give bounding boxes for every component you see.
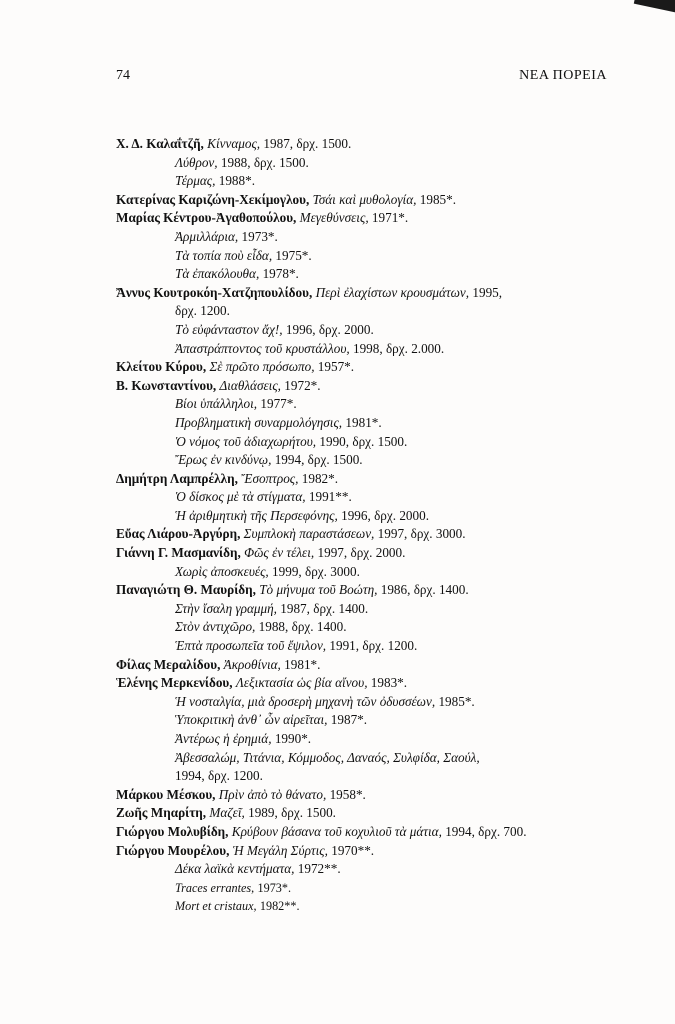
entry-line-author xyxy=(116,135,646,154)
entry-line xyxy=(116,247,646,266)
author-name: Δημήτρη Λαμπρέλλη, xyxy=(116,470,238,486)
publication-details: 1991, δρχ. 1200. xyxy=(329,638,418,654)
author-name: Εὔας Λιάρου-Ἀργύρη, xyxy=(116,526,241,542)
work-title: Κρύβουν βάσανα τοῦ κοχυλιοῦ τὰ μάτια, xyxy=(231,823,442,839)
entry-line xyxy=(116,433,646,452)
entry-line xyxy=(116,897,646,916)
entry-line-author xyxy=(116,656,646,675)
author-name: Χ. Δ. Καλαΐτζῆ, xyxy=(116,136,204,151)
work-title: Στὴν ἴσαλη γραμμή, xyxy=(175,600,277,616)
publication-details: 1958*. xyxy=(329,786,366,802)
publication-details: δρχ. 1200. xyxy=(175,303,230,319)
work-title: Χωρὶς ἀποσκευές, xyxy=(175,563,269,579)
entry-line xyxy=(116,860,646,879)
publication-details: 1973*. xyxy=(257,880,292,895)
entry-line xyxy=(116,414,646,433)
publication-details: 1987, δρχ. 1400. xyxy=(280,600,369,616)
entry-line xyxy=(116,302,646,321)
work-title: Ἔσοπτρος, xyxy=(241,470,299,486)
work-title: Φῶς ἐν τέλει, xyxy=(244,545,315,561)
publication-details: 1973*. xyxy=(241,228,278,244)
publication-details: 1985*. xyxy=(419,191,457,207)
publication-details: 1988, δρχ. 1500. xyxy=(220,154,309,170)
entry-line xyxy=(116,879,646,898)
entry-line xyxy=(116,507,646,526)
author-name: Κατερίνας Καριζώνη-Χεκίμογλου, xyxy=(116,191,310,207)
scan-corner-mark xyxy=(634,0,675,16)
entry-line-author xyxy=(116,358,646,377)
publication-details: 1983*. xyxy=(370,675,408,691)
work-title: Ἡ ἀριθμητικὴ τῆς Περσεφόνης, xyxy=(175,507,338,523)
work-title: Τέρμας, xyxy=(175,173,216,189)
publication-details: 1981*. xyxy=(284,656,321,672)
journal-title: ΝΕΑ ΠΟΡΕΙΑ xyxy=(519,68,607,83)
entry-line xyxy=(116,600,646,619)
entry-line xyxy=(116,637,646,656)
publication-details: 1995, xyxy=(472,284,503,300)
publication-details: 1972*. xyxy=(284,377,321,393)
publication-details: 1994, δρχ. 1500. xyxy=(274,452,363,468)
author-name: Γιώργου Μολυβίδη, xyxy=(116,823,229,839)
work-title: Ἀρμιλλάρια, xyxy=(175,228,239,244)
work-title: Πρὶν ἀπὸ τὸ θάνατο, xyxy=(218,786,327,802)
work-title: Mort et cristaux, xyxy=(175,899,257,914)
work-title: Προβληματικὴ συναρμολόγησις, xyxy=(175,414,343,430)
entry-line-author xyxy=(116,823,646,842)
entry-line-author xyxy=(116,525,646,544)
publication-details: 1990*. xyxy=(274,731,312,746)
author-name: Κλείτου Κύρου, xyxy=(116,359,207,375)
work-title: Δέκα λαϊκὰ κεντήματα, xyxy=(175,861,295,877)
publication-details: 1975*. xyxy=(275,247,312,263)
publication-details: 1971*. xyxy=(371,210,409,226)
work-title: Τσάι καὶ μυθολογία, xyxy=(312,191,417,207)
author-name: Ἄννυς Κουτροκόη-Χατζηπουλίδου, xyxy=(116,284,313,300)
entry-line xyxy=(116,321,646,340)
page-number: 74 xyxy=(116,68,130,83)
work-title: Ἀντέρως ἡ ἐρημιά, xyxy=(175,731,272,746)
work-title: Λεξικτασία ὡς βία αἴνου, xyxy=(235,675,368,691)
publication-details: 1994, δρχ. 700. xyxy=(445,823,527,839)
work-title: Ὑποκριτικὴ ἀνθ᾽ ὧν αἱρεῖται, xyxy=(175,712,328,728)
author-name: Γιώργου Μουρέλου, xyxy=(116,842,230,858)
author-name: Φίλας Μεραλίδου, xyxy=(116,656,221,672)
publication-details: 1991**. xyxy=(308,489,352,505)
publication-details: 1982*. xyxy=(301,470,339,486)
publication-details: 1989, δρχ. 1500. xyxy=(248,805,336,821)
bibliography-list xyxy=(116,135,646,916)
work-title: Διαθλάσεις, xyxy=(219,377,281,393)
publication-details: 1996, δρχ. 2000. xyxy=(341,507,429,523)
entry-line xyxy=(116,693,646,712)
work-title: Περὶ ἐλαχίστων κρουσμάτων, xyxy=(315,284,470,300)
entry-line xyxy=(116,172,646,191)
entry-line-author xyxy=(116,284,646,303)
entry-line-author xyxy=(116,377,646,396)
work-title: Traces errantes, xyxy=(175,880,255,895)
work-title: Τὰ ἐπακόλουθα, xyxy=(175,266,260,282)
entry-line xyxy=(116,618,646,637)
publication-details: 1998, δρχ. 2.000. xyxy=(352,340,445,356)
work-title: Συμπλοκὴ παραστάσεων, xyxy=(243,526,375,542)
work-title: Ἀβεσσαλώμ, Τιτάνια, Κόμμοδος, Δαναός, Συλφίδα, Σαούλ, xyxy=(175,749,480,765)
entry-line-author xyxy=(116,544,646,563)
publication-details: 1990, δρχ. 1500. xyxy=(319,433,408,449)
publication-details: 1987, δρχ. 1500. xyxy=(263,136,352,151)
entry-line xyxy=(116,749,646,768)
publication-details: 1987*. xyxy=(330,712,368,728)
work-title: Ἡ νοσταλγία, μιὰ δροσερὴ μηχανὴ τῶν ὀδυσσέων, xyxy=(175,693,436,709)
author-name: Μάρκου Μέσκου, xyxy=(116,786,216,802)
work-title: Τὸ μήνυμα τοῦ Βοώτη, xyxy=(259,582,378,598)
entry-line xyxy=(116,488,646,507)
author-name: Ἑλένης Μερκενίδου, xyxy=(116,675,233,691)
entry-line-author xyxy=(116,674,646,693)
work-title: Κίνναμος, xyxy=(207,136,261,151)
work-title: Λύθρον, xyxy=(175,154,218,170)
entry-line xyxy=(116,340,646,359)
entry-line xyxy=(116,711,646,730)
work-title: Σὲ πρῶτο πρόσωπο, xyxy=(209,359,315,375)
entry-line-author xyxy=(116,209,646,228)
publication-details: 1978*. xyxy=(262,266,299,282)
publication-details: 1985*. xyxy=(438,693,475,709)
work-title: Ἔρως ἐν κινδύνῳ, xyxy=(175,452,272,468)
entry-line xyxy=(116,730,646,749)
entry-line xyxy=(116,767,646,786)
entry-line xyxy=(116,228,646,247)
entry-line xyxy=(116,395,646,414)
publication-details: 1988, δρχ. 1400. xyxy=(258,619,347,635)
entry-line-author xyxy=(116,470,646,489)
entry-line-author xyxy=(116,786,646,805)
entry-line xyxy=(116,154,646,173)
publication-details: 1957*. xyxy=(317,359,355,375)
author-name: Παναγιώτη Θ. Μαυρίδη, xyxy=(116,582,256,598)
entry-line-author xyxy=(116,581,646,600)
work-title: Βίοι ὑπάλληλοι, xyxy=(175,396,258,412)
work-title: Ὁ δίσκος μὲ τὰ στίγματα, xyxy=(175,489,306,505)
publication-details: 1981*. xyxy=(345,414,382,430)
work-title: Μαζεῖ, xyxy=(209,805,245,821)
publication-details: 1997, δρχ. 3000. xyxy=(377,526,466,542)
entry-line-author xyxy=(116,191,646,210)
work-title: Στὸν ἀντιχῶρο, xyxy=(175,619,256,635)
entry-line xyxy=(116,563,646,582)
work-title: Ἀκροθίνια, xyxy=(223,656,281,672)
entry-line xyxy=(116,265,646,284)
publication-details: 1977*. xyxy=(260,396,297,412)
entry-line-author xyxy=(116,804,646,823)
author-name: Μαρίας Κέντρου-Ἀγαθοπούλου, xyxy=(116,210,297,226)
publication-details: 1972**. xyxy=(297,861,341,877)
author-name: Ζωῆς Μηαρίτη, xyxy=(116,805,207,821)
work-title: Ἡ Μεγάλη Σύρτις, xyxy=(232,842,328,858)
entry-line-author xyxy=(116,842,646,861)
work-title: Ἑπτὰ προσωπεῖα τοῦ ἔψιλον, xyxy=(175,638,327,654)
work-title: Ὁ νόμος τοῦ ἀδιαχωρήτου, xyxy=(175,433,317,449)
author-name: Β. Κωνσταντίνου, xyxy=(116,377,217,393)
author-name: Γιάννη Γ. Μασμανίδη, xyxy=(116,545,241,561)
publication-details: 1986, δρχ. 1400. xyxy=(380,582,469,598)
publication-details: 1997, δρχ. 2000. xyxy=(317,545,406,561)
work-title: Τὰ τοπία ποὺ εἶδα, xyxy=(175,247,273,263)
publication-details: 1994, δρχ. 1200. xyxy=(175,768,263,784)
publication-details: 1988*. xyxy=(218,173,255,189)
work-title: Ἀπαστράπτοντος τοῦ κρυστάλλου, xyxy=(175,340,350,356)
work-title: Τὸ εὐφάνταστον ἄχ!, xyxy=(175,321,283,337)
entry-line xyxy=(116,451,646,470)
publication-details: 1970**. xyxy=(331,842,375,858)
work-title: Μεγεθύνσεις, xyxy=(299,210,369,226)
publication-details: 1982**. xyxy=(259,899,300,914)
publication-details: 1996, δρχ. 2000. xyxy=(285,321,374,337)
publication-details: 1999, δρχ. 3000. xyxy=(272,563,360,579)
